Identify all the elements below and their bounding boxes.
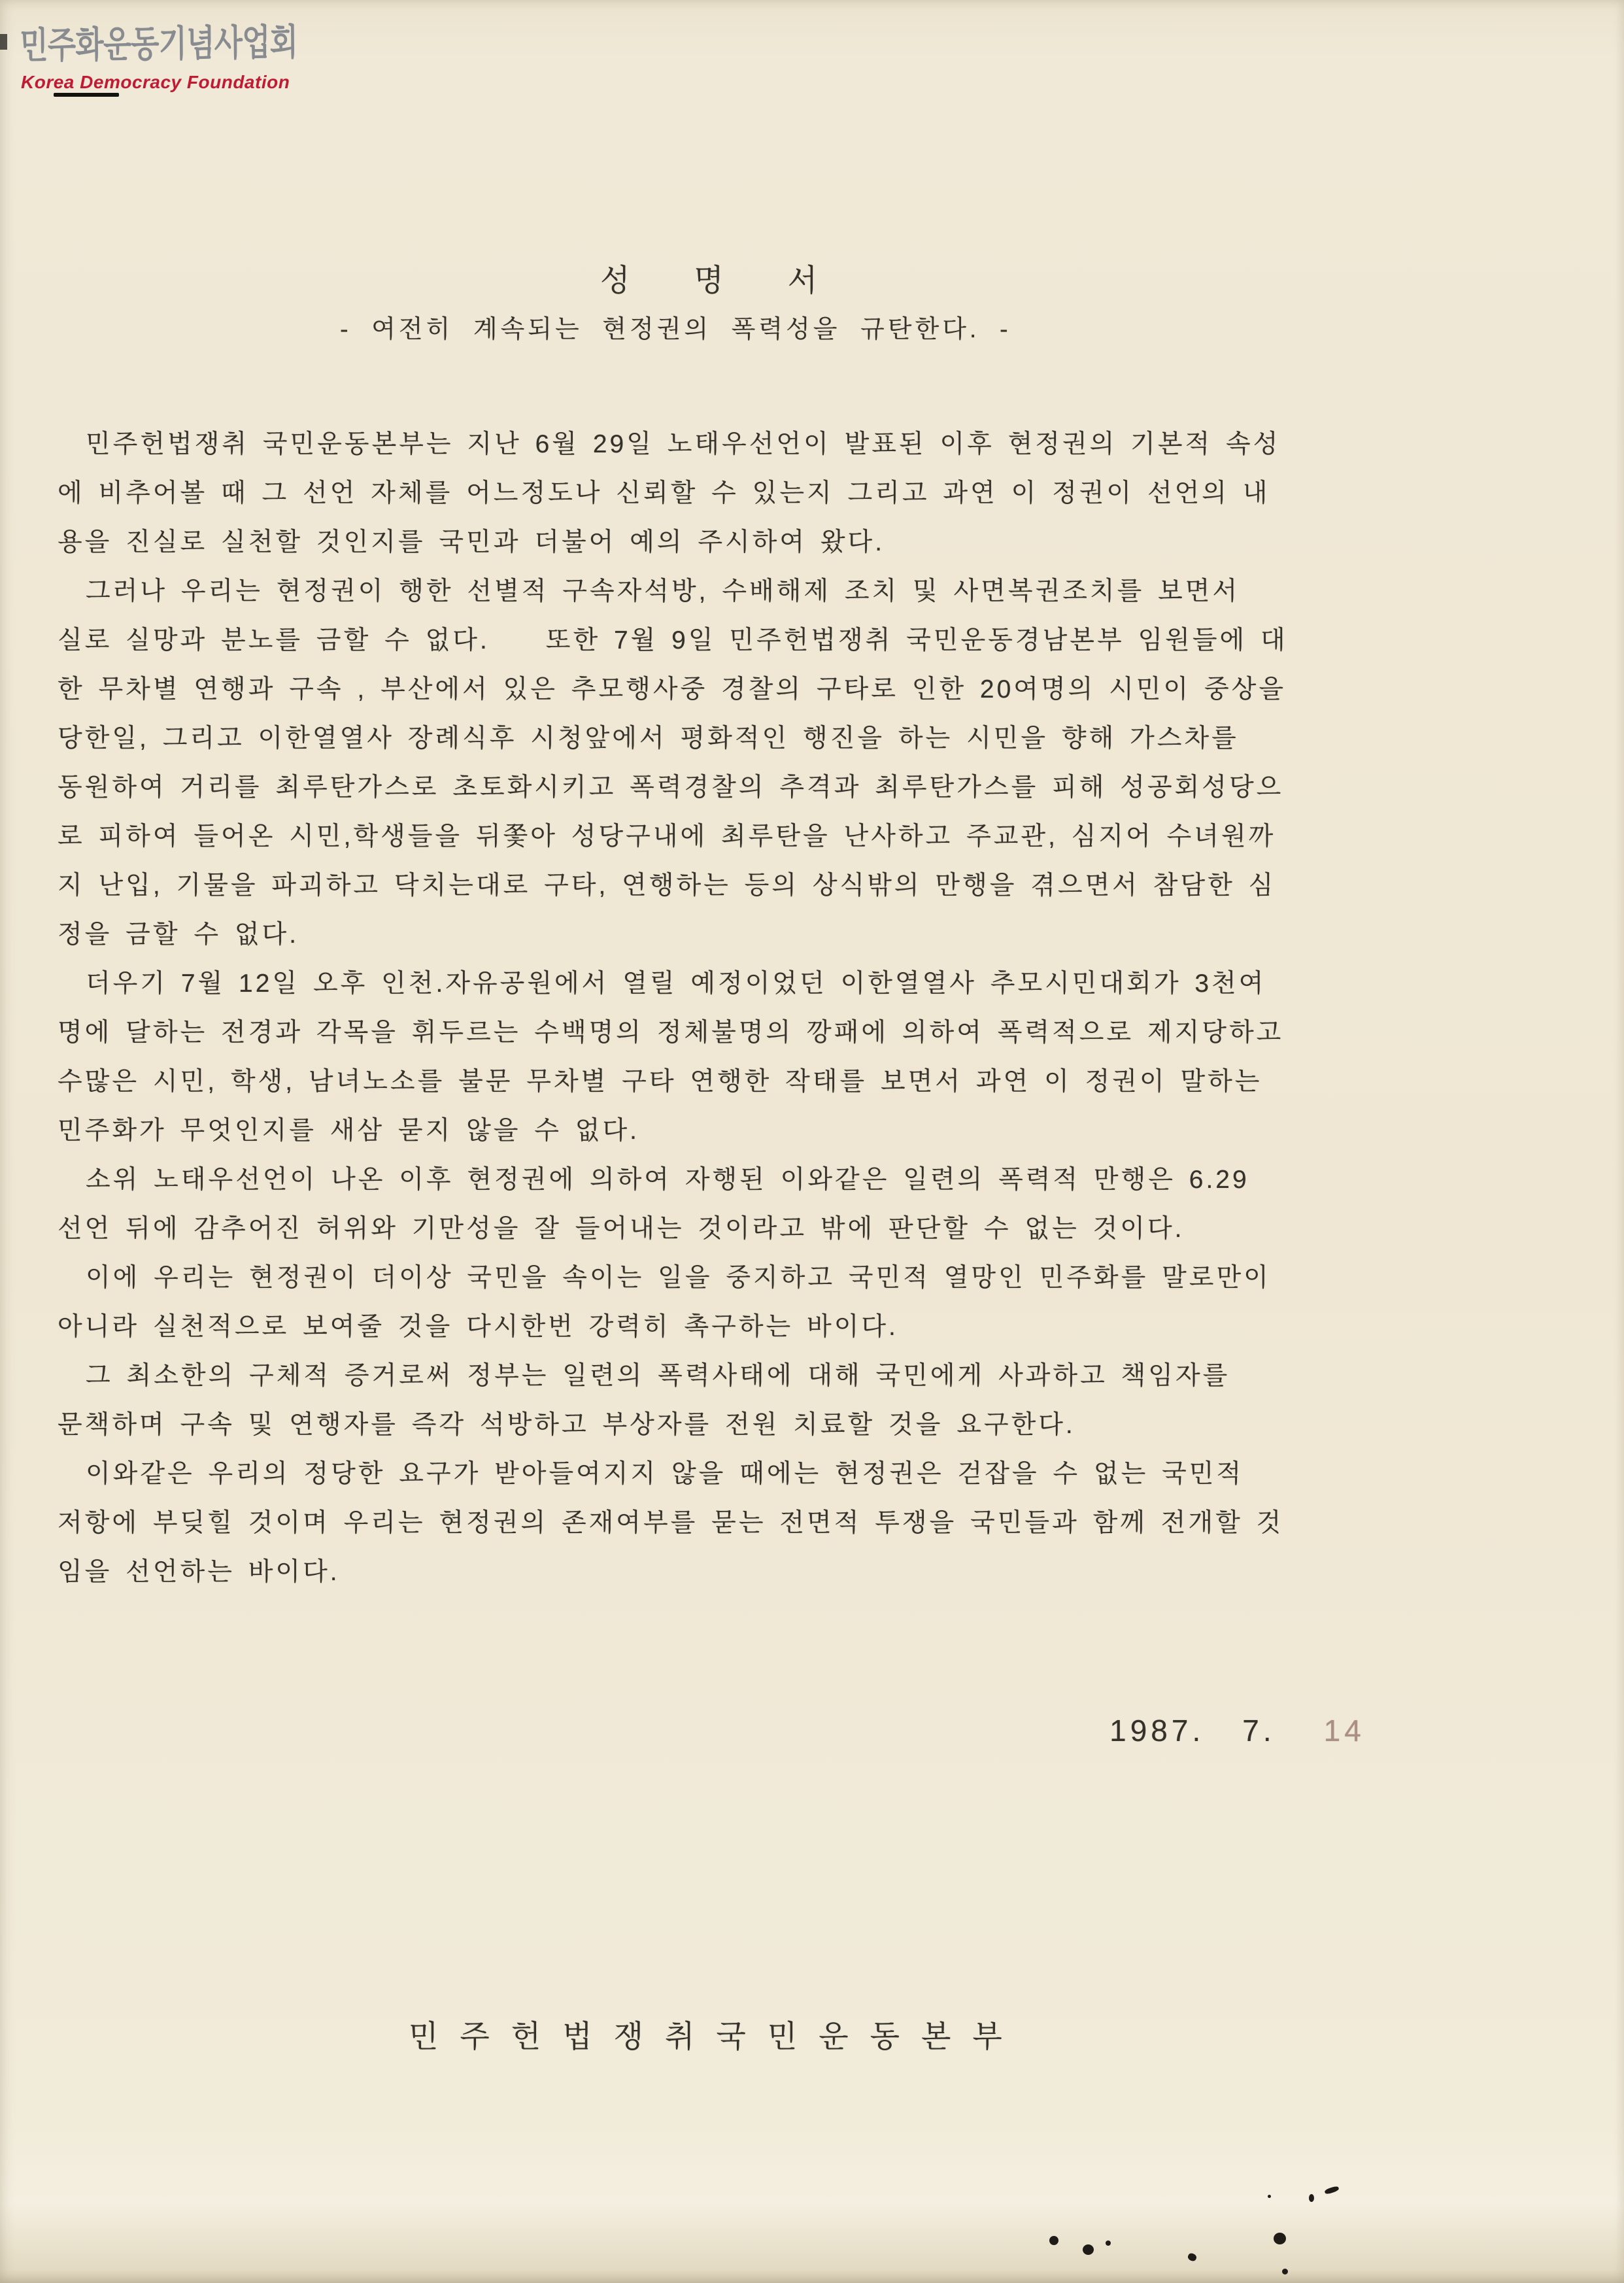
body-line: 용을 진실로 실천할 것인지를 국민과 더불어 예의 주시하여 왔다. bbox=[58, 528, 885, 556]
ink-speck bbox=[1274, 2233, 1286, 2244]
ink-speck bbox=[1324, 2186, 1339, 2195]
body-line: 에 비추어볼 때 그 선언 자체를 어느정도나 신뢰할 수 있는지 그리고 과연 이 정권이 선언의 내 bbox=[58, 479, 1270, 507]
body-line: 당한일, 그리고 이한열열사 장례식후 시청앞에서 평화적인 행진을 하는 시민을 향해 가스차를 bbox=[58, 724, 1239, 753]
body-line: 임을 선언하는 바이다. bbox=[58, 1558, 340, 1586]
ink-speck bbox=[1187, 2252, 1197, 2262]
body-line: 지 난입, 기물을 파괴하고 닥치는대로 구타, 연행하는 등의 상식밖의 만행을 겪으면서 참담한 심 bbox=[58, 871, 1276, 900]
statement-title: 성명서 bbox=[600, 263, 882, 297]
ink-speck bbox=[1268, 2195, 1271, 2198]
date-year: 1987. bbox=[1109, 1714, 1205, 1748]
body-line: 소위 노태우선언이 나온 이후 현정권에 의하여 자행된 이와같은 일련의 폭력적 만행은 6.29 bbox=[58, 1166, 1249, 1194]
date-month: 7. bbox=[1242, 1714, 1276, 1748]
body-line: 이와같은 우리의 정당한 요구가 받아들여지지 않을 때에는 현정권은 걷잡을 수 없는 국민적 bbox=[58, 1460, 1244, 1488]
body-line: 문책하며 구속 및 연행자를 즉각 석방하고 부상자를 전원 치료할 것을 요구한다. bbox=[58, 1411, 1075, 1439]
body-line: 민주헌법쟁취 국민운동본부는 지난 6월 29일 노태우선언이 발표된 이후 현정권의 기본적 속성 bbox=[58, 430, 1281, 458]
body-line: 아니라 실천적으로 보여줄 것을 다시한번 강력히 촉구하는 바이다. bbox=[58, 1313, 898, 1341]
body-line: 민주화가 무엇인지를 새삼 묻지 않을 수 없다. bbox=[58, 1117, 639, 1145]
statement-subtitle: - 여전히 계속되는 현정권의 폭력성을 규탄한다. - bbox=[340, 316, 1011, 343]
body-line: 로 피하여 들어온 시민,학생들을 뒤쫓아 성당구내에 최루탄을 난사하고 주교관, 심지어 수녀원까 bbox=[58, 822, 1276, 851]
ink-speck bbox=[1282, 2269, 1288, 2275]
body-line: 동원하여 거리를 최루탄가스로 초토화시키고 폭력경찰의 추격과 최루탄가스를 피해 성공회성당으 bbox=[58, 773, 1284, 802]
scan-edge-artifact bbox=[0, 34, 7, 50]
ink-speck bbox=[1106, 2241, 1111, 2246]
body-line: 정을 금할 수 없다. bbox=[58, 921, 299, 949]
statement-body bbox=[58, 420, 1587, 1597]
body-line: 선언 뒤에 감추어진 허위와 기만성을 잘 들어내는 것이라고 밖에 판단할 수 없는 것이다. bbox=[58, 1215, 1185, 1243]
kdf-logo-korean: 민주화운동기념사업회 bbox=[20, 21, 298, 66]
body-line: 그 최소한의 구체적 증거로써 정부는 일련의 폭력사태에 대해 국민에게 사과하고 책임자를 bbox=[58, 1362, 1230, 1390]
ink-speck bbox=[1309, 2194, 1314, 2202]
body-line: 저항에 부딪힐 것이며 우리는 현정권의 존재여부를 묻는 전면적 투쟁을 국민들과 함께 전개할 것 bbox=[58, 1509, 1284, 1537]
body-line: 수많은 시민, 학생, 남녀노소를 불문 무차별 구타 연행한 작태를 보면서 과연 이 정권이 말하는 bbox=[58, 1068, 1262, 1096]
issuing-organization: 민주헌법쟁취국민운동본부 bbox=[409, 2019, 1024, 2054]
body-line: 이에 우리는 현정권이 더이상 국민을 속이는 일을 중지하고 국민적 열망인 민주화를 말로만이 bbox=[58, 1264, 1271, 1292]
kdf-logo-english: Korea Democracy Foundation bbox=[21, 72, 290, 92]
body-line: 실로 실망과 분노를 금할 수 없다. 또한 7월 9일 민주헌법쟁취 국민운동경남본부 임원들에 대 bbox=[58, 626, 1288, 654]
body-line: 더우기 7월 12일 오후 인천.자유공원에서 열릴 예정이었던 이한열열사 추모시민대회가 3천여 bbox=[58, 970, 1266, 998]
logo-underline-mark bbox=[54, 93, 119, 97]
date-day: 14 bbox=[1323, 1714, 1365, 1748]
ink-speck bbox=[1083, 2244, 1094, 2255]
body-line: 그러나 우리는 현정권이 행한 선별적 구속자석방, 수배해제 조치 및 사면복권조치를 보면서 bbox=[58, 577, 1240, 605]
ink-speck bbox=[1049, 2236, 1058, 2245]
body-line: 한 무차별 연행과 구속 , 부산에서 있은 추모행사중 경찰의 구타로 인한 20여명의 시민이 중상을 bbox=[58, 675, 1287, 703]
statement-date bbox=[1060, 1678, 1365, 1784]
body-line: 명에 달하는 전경과 각목을 휘두르는 수백명의 정체불명의 깡패에 의하여 폭력적으로 제지당하고 bbox=[58, 1019, 1284, 1047]
